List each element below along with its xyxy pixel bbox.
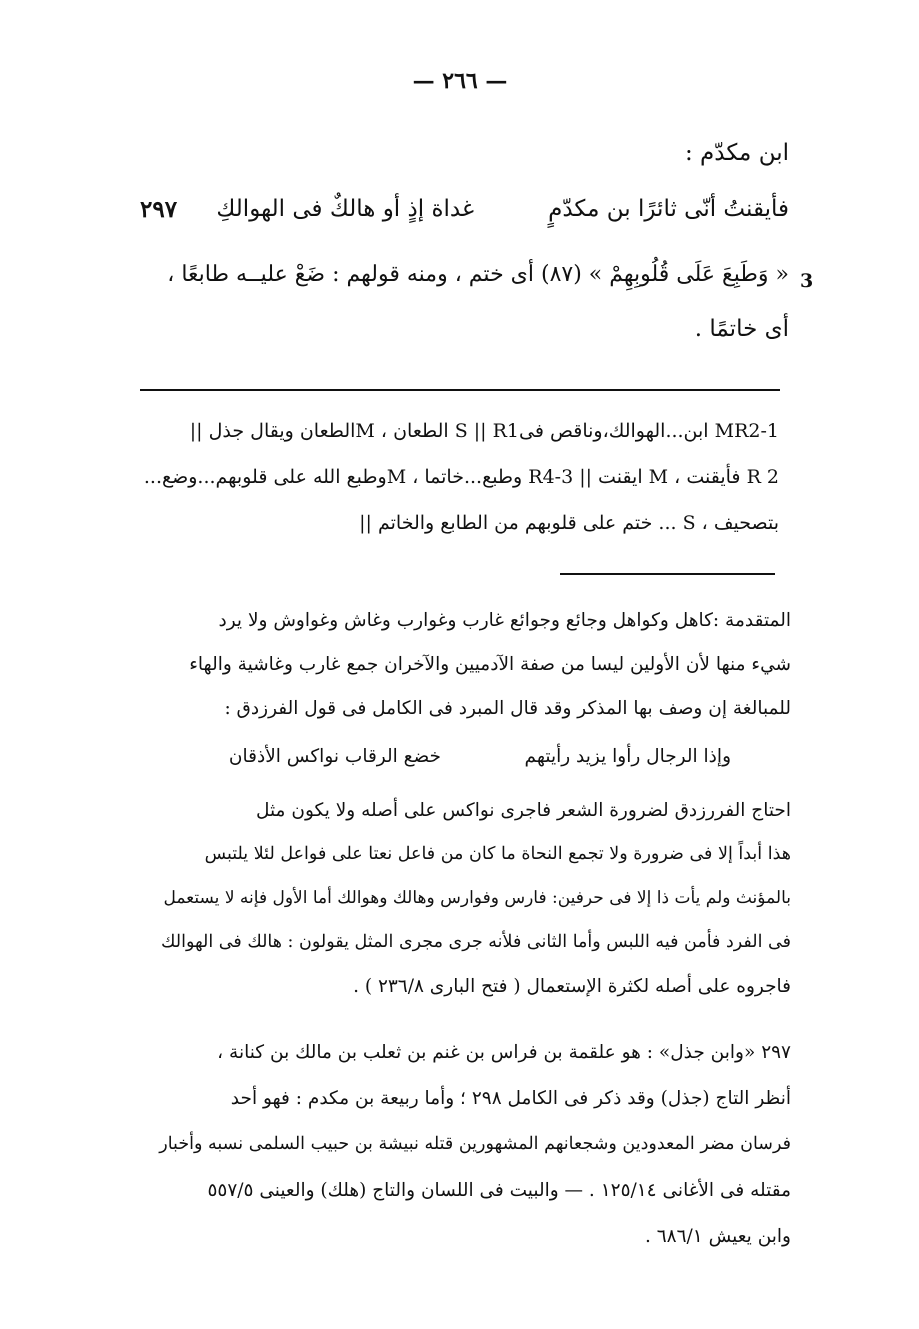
note-line: مقتله فى الأغانى ١٢٥/١٤ . — والبيت فى اللسان والتاج (هلك) والعينى ٥٥٧/٥: [207, 1180, 791, 1201]
margin-line-number: 3: [800, 270, 814, 292]
apparatus-line: MR2-1 ابن...الهوالك،وناقص فىS || R1 الطعان ، Mالطعان ويقال جذل ||: [189, 420, 779, 442]
apparatus-line: بتصحيف ، S ... ختم على قلوبهم من الطابع والخاتم ||: [359, 512, 779, 534]
notes-rule: [560, 573, 775, 575]
verse-number: ٢٩٧: [140, 196, 178, 223]
note-line: أنظر التاج (جذل) وقد ذكر فى الكامل ٢٩٨ ؛ وأما ربيعة بن مكدم : فهو أحد: [230, 1088, 791, 1109]
apparatus-rule: [140, 389, 780, 391]
main-text-line: « وَطَبِعَ عَلَى قُلُوبِهِمْ » (٨٧) أى ختم ، ومنه قولهم : ضَعْ عليــه طابعًا ،: [167, 262, 789, 287]
speaker-heading: ابن مكدّم :: [684, 140, 789, 166]
note-line: فاجروه على أصله لكثرة الإستعمال ( فتح البارى ٢٣٦/٨ ) .: [353, 976, 791, 997]
note-line: للمبالغة إن وصف بها المذكر وقد قال المبرد فى الكامل فى قول الفرزدق :: [224, 698, 791, 719]
note-line: فى الفرد فأمن فيه اللبس وأما الثانى فلأنه جرى مجرى المثل يقولون : هالك فى الهوالك: [161, 932, 791, 952]
note-verse-first: وإذا الرجال رأوا يزيد رأيتهم: [524, 746, 731, 767]
note-line: شيء منها لأن الأولين ليسا من صفة الآدميين والآخران جمع غارب وغاشية والهاء: [189, 654, 791, 675]
note-line: هذا أبداً إلا فى ضرورة ولا تجمع النحاة ما كان من فاعل نعتا على فواعل لئلا يلتبس: [204, 844, 791, 864]
verse-hemistich-second: غداة إذٍ أو هالكٌ فى الهوالكِ: [216, 196, 474, 222]
verse-hemistich-first: فأيقنتُ أنّى ثائرًا بن مكدّمٍ: [548, 196, 789, 222]
note-line: ٢٩٧ «وابن جذل» : هو علقمة بن فراس بن غنم بن ثعلب بن مالك بن كنانة ،: [217, 1042, 791, 1063]
note-line: وابن يعيش ٦٨٦/١ .: [644, 1226, 791, 1247]
note-line: احتاج الفررزدق لضرورة الشعر فاجرى نواكس على أصله ولا يكون مثل: [255, 800, 791, 821]
note-line: بالمؤنث ولم يأت ذا إلا فى حرفين: فارس وفوارس وهالك وهوالك أما الأول فإنه لا يستعمل: [163, 888, 791, 908]
note-verse-second: خضع الرقاب نواكس الأذقان: [228, 746, 441, 767]
main-text-line: أى خاتمًا .: [694, 316, 789, 342]
page-number: — ٢٦٦ —: [412, 68, 508, 94]
note-line: فرسان مضر المعدودين وشجعانهم المشهورين قتله نبيشة بن حبيب السلمى نسبه وأخبار: [159, 1134, 791, 1154]
note-line: المتقدمة :كاهل وكواهل وجائع وجوائع غارب وغوارب وغاش وغواوش ولا يرد: [218, 610, 791, 631]
apparatus-line: R 2 فأيقنت ، M ايقنت || R4-3 وطبع...خاتما ، Mوطبع الله على قلوبهم...وضع...: [143, 466, 779, 488]
